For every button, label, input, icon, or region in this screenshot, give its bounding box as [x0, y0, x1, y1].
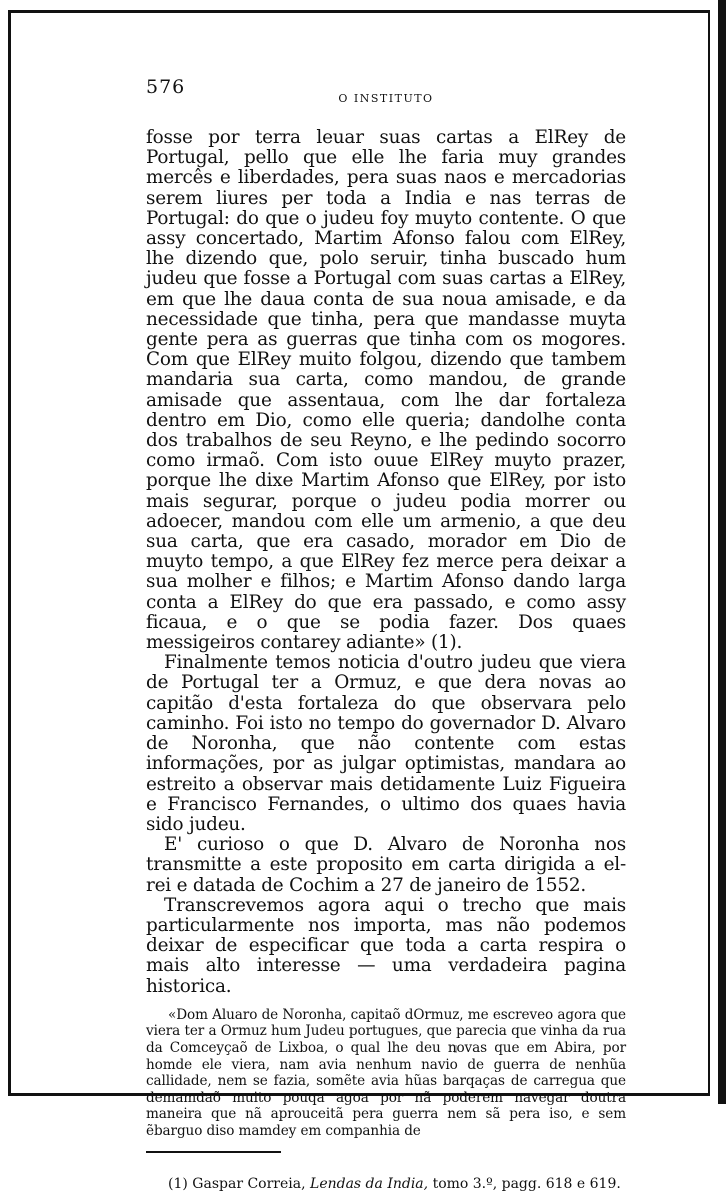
footnote-divider	[146, 1151, 281, 1153]
paragraph-1: fosse por terra leuar suas cartas a ElRey de Portugal, pello que elle lhe faria muy grandes mercês e liberdades, pera suas naos e mercadorias serem liures per toda a India e nas terras de Portugal: do que o judeu foy muyto contente. O que assy concertado, Martim Afonso falou com ElRey, lhe dizendo que, polo seruir, tinha buscado hum judeu que fosse a Portugal com suas cartas a ElRey, em que lhe daua conta de sua noua amisade, e da necessidade que tinha, pera que mandasse muyta gente pera as guerras que tinha com os mogores. Com que ElRey muito folgou, dizendo que tambem mandaria sua carta, como mandou, de grande amisade que assentaua, com lhe dar fortaleza dentro em Dio, como elle queria; dandolhe conta dos trabalhos de seu Reyno, e lhe pedindo socorro como irmaõ. Com isto ouue ElRey muyto prazer, porque lhe dixe Martim Afonso que ElRey, por isto mais segurar, porque o judeu podia morrer ou adoecer, mandou com elle um armenio, a que deu sua carta, que era casado, morador em Dio de muyto tempo, a que ElRey fez merce pera deixar a sua molher e filhos; e Martim Afonso dando larga conta a ElRey do que era passado, e como assy ficaua, e o que se podia fazer. Dos quaes messigeiros contarey adiante» (1).	[146, 127, 626, 654]
footnote-author: Gaspar Correia,	[192, 1176, 306, 1193]
paragraph-2: Finalmente temos noticia d'outro judeu que viera de Portugal ter a Ormuz, e que dera novas ao capitão d'esta fortaleza do que observara pelo caminho. Foi isto no tempo do governador D. Alvaro de Noronha, que não contente com estas informações, por as julgar optimistas, mandara ao estreito a observar mais detidamente Luiz Figueira e Francisco Fernandes, o ultimo dos quaes havia sido judeu.	[146, 652, 626, 835]
paragraph-4: Transcrevemos agora aqui o trecho que mais particularmente nos importa, mas não podemos deixar de especificar que toda a carta respira o mais alto interesse — uma verdadeira pagina historica.	[146, 894, 626, 997]
footnote	[146, 1175, 626, 1193]
footnote-work: Lendas da India,	[310, 1176, 429, 1193]
quoted-letter	[146, 1007, 626, 1140]
quote-text: «Dom Aluaro de Noronha, capitaõ dOrmuz, me escreveo agora que viera ter a Ormuz hum Judeu portugues, que parecia que vinha da rua da Comceyçaõ de Lixboa, o qual lhe deu novas que em Abira, por homde ele viera, nam avia nenhum navio de guerra de nenhũa callidade, nem se fazia, somẽte avia hũas barqaças de carregua que demamdaõ muito pouqa agoa por nã poderem navegar doutra maneira que nã aprouceitã pera guerra nem sã pera iso, e sem ẽbarguo diso mamdey em companhia de	[146, 1006, 626, 1139]
document-page	[146, 70, 626, 1193]
body-text	[146, 128, 626, 997]
running-title: O INSTITUTO	[338, 92, 434, 105]
scan-edge	[718, 0, 726, 1104]
footnote-marker: (1)	[168, 1176, 188, 1193]
page-number: 576	[146, 76, 186, 98]
paragraph-3: E' curioso o que D. Alvaro de Noronha nos transmitte a este proposito em carta dirigida a el-rei e datada de Cochim a 27 de janeiro de 1552.	[146, 834, 626, 896]
footnote-rest: tomo 3.º, pagg. 618 e 619.	[432, 1176, 621, 1193]
page-header	[146, 70, 626, 105]
